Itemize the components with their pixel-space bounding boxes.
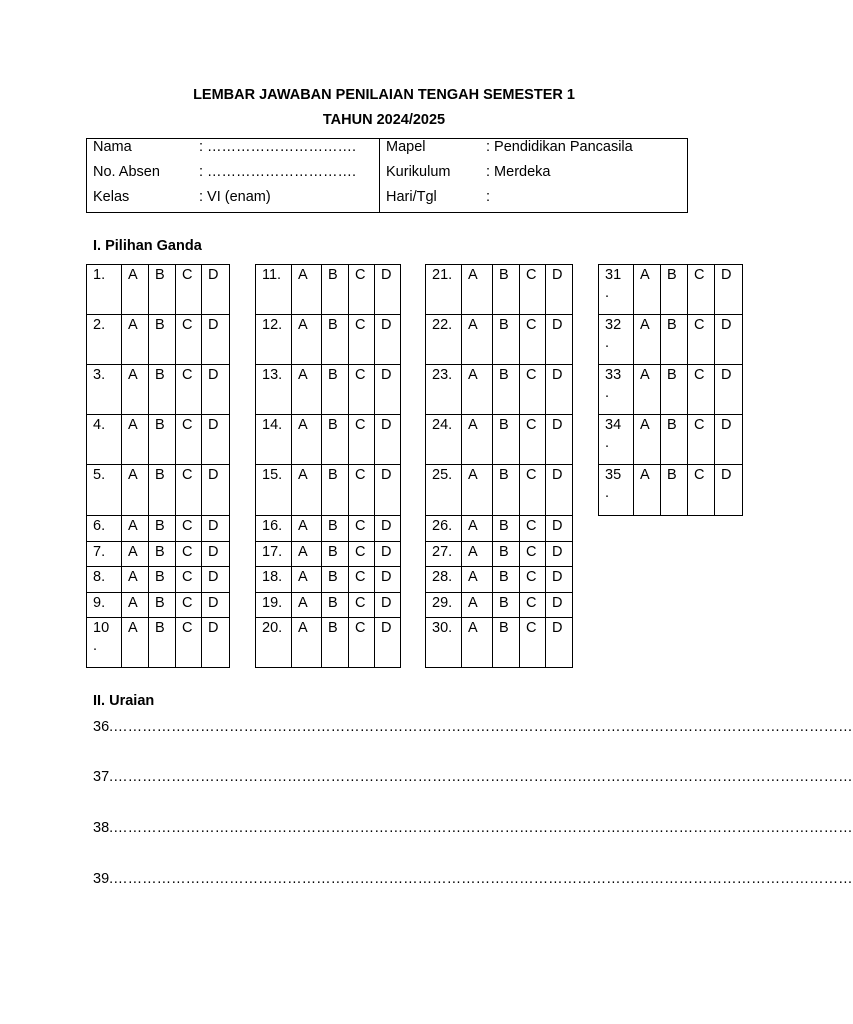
option-d[interactable]: D [375,315,401,365]
option-b[interactable]: B [149,365,176,415]
student-info-box [86,138,688,213]
option-c[interactable]: C [520,265,546,315]
answer-row [256,618,401,668]
answer-row [426,542,573,567]
question-number: 15. [256,465,292,516]
question-number: 17. [256,542,292,567]
answer-row [87,265,230,315]
answer-row [87,567,230,593]
option-c[interactable]: C [176,516,202,542]
option-c[interactable]: C [688,315,715,365]
option-d[interactable]: D [375,465,401,516]
option-a[interactable]: A [122,365,149,415]
option-b[interactable]: B [322,516,349,542]
option-a[interactable]: A [122,315,149,365]
option-b[interactable]: B [149,567,176,593]
option-d[interactable]: D [375,415,401,465]
option-d[interactable]: D [202,567,230,593]
question-number: 20. [256,618,292,668]
option-c[interactable]: C [349,315,375,365]
option-b[interactable]: B [322,365,349,415]
option-a[interactable]: A [122,415,149,465]
answer-row [426,618,573,668]
option-c[interactable]: C [176,618,202,668]
option-a[interactable]: A [122,465,149,516]
option-b[interactable]: B [661,315,688,365]
option-a[interactable]: A [462,542,493,567]
option-a[interactable]: A [634,365,661,415]
answer-row [426,593,573,618]
option-d[interactable]: D [375,542,401,567]
option-a[interactable]: A [634,315,661,365]
option-d[interactable]: D [546,465,573,516]
question-number: 3. [87,365,122,415]
info-kurikulum-label: Kurikulum [386,164,451,180]
option-a[interactable]: A [122,516,149,542]
option-d[interactable]: D [546,365,573,415]
question-number: 21. [426,265,462,315]
info-kurikulum-value: : Merdeka [486,164,551,180]
option-a[interactable]: A [462,567,493,593]
option-a[interactable]: A [292,542,322,567]
option-b[interactable]: B [661,365,688,415]
answer-row [426,415,573,465]
option-a[interactable]: A [462,618,493,668]
option-b[interactable]: B [149,265,176,315]
question-number: 6. [87,516,122,542]
question-number: 28. [426,567,462,593]
answer-row [599,315,743,365]
option-a[interactable]: A [462,315,493,365]
option-b[interactable]: B [322,415,349,465]
option-a[interactable]: A [122,542,149,567]
question-number: 7. [87,542,122,567]
option-c[interactable]: C [176,315,202,365]
option-d[interactable]: D [546,265,573,315]
option-c[interactable]: C [176,567,202,593]
option-b[interactable]: B [322,567,349,593]
question-number: 27. [426,542,462,567]
option-d[interactable]: D [202,593,230,618]
option-c[interactable]: C [520,542,546,567]
option-d[interactable]: D [546,542,573,567]
essay-line[interactable]: 37.……………………………………………………………………………………………………………………………………… [93,769,853,785]
answer-row [426,516,573,542]
option-d[interactable]: D [375,618,401,668]
option-b[interactable]: B [149,618,176,668]
question-number: 23. [426,365,462,415]
option-b[interactable]: B [661,415,688,465]
option-b[interactable]: B [493,315,520,365]
option-c[interactable]: C [349,415,375,465]
option-b[interactable]: B [493,542,520,567]
answer-row [87,315,230,365]
answer-row [87,465,230,516]
option-d[interactable]: D [202,465,230,516]
option-d[interactable]: D [715,365,743,415]
section-uraian-title: II. Uraian [93,693,155,709]
option-c[interactable]: C [688,415,715,465]
answer-row [87,593,230,618]
option-c[interactable]: C [520,618,546,668]
option-d[interactable]: D [715,265,743,315]
answer-row [87,365,230,415]
option-d[interactable]: D [375,365,401,415]
option-c[interactable]: C [349,593,375,618]
option-d[interactable]: D [202,265,230,315]
info-nama-value[interactable]: : …………………………. [199,139,357,155]
info-absen-value[interactable]: : …………………………. [199,164,357,180]
info-kelas-value: : VI (enam) [199,189,271,205]
option-a[interactable]: A [122,593,149,618]
option-b[interactable]: B [149,516,176,542]
option-a[interactable]: A [634,465,661,516]
option-d[interactable]: D [202,315,230,365]
option-a[interactable]: A [292,593,322,618]
option-a[interactable]: A [462,465,493,516]
question-number: 1. [87,265,122,315]
option-c[interactable]: C [349,567,375,593]
answer-row [426,465,573,516]
option-a[interactable]: A [292,618,322,668]
option-c[interactable]: C [520,567,546,593]
option-a[interactable]: A [462,593,493,618]
option-d[interactable]: D [202,618,230,668]
question-number: 22. [426,315,462,365]
option-c[interactable]: C [688,265,715,315]
answer-row [256,567,401,593]
info-absen-label: No. Absen [93,164,160,180]
option-d[interactable]: D [715,315,743,365]
question-number: 25. [426,465,462,516]
option-b[interactable]: B [149,542,176,567]
option-a[interactable]: A [462,415,493,465]
option-a[interactable]: A [462,516,493,542]
question-number: 13. [256,365,292,415]
option-d[interactable]: D [546,567,573,593]
question-number: 33 . [599,365,634,415]
answer-table-4 [598,264,743,516]
option-c[interactable]: C [349,465,375,516]
option-b[interactable]: B [149,415,176,465]
option-c[interactable]: C [349,516,375,542]
answer-row [426,365,573,415]
option-d[interactable]: D [546,315,573,365]
answer-table-1 [86,264,230,668]
answer-table-2 [255,264,401,668]
question-number: 31 . [599,265,634,315]
option-c[interactable]: C [349,618,375,668]
question-number: 4. [87,415,122,465]
option-b[interactable]: B [322,593,349,618]
option-d[interactable]: D [375,516,401,542]
answer-row [256,315,401,365]
question-number: 19. [256,593,292,618]
option-c[interactable]: C [688,465,715,516]
option-c[interactable]: C [349,542,375,567]
option-b[interactable]: B [322,542,349,567]
option-b[interactable]: B [149,315,176,365]
option-b[interactable]: B [322,618,349,668]
info-nama-label: Nama [93,139,132,155]
answer-table-3 [425,264,573,668]
answer-row [256,365,401,415]
option-c[interactable]: C [520,315,546,365]
essay-line[interactable]: 36.……………………………………………………………………………………………………………………………………… [93,719,853,735]
answer-row [426,315,573,365]
page-subtitle: TAHUN 2024/2025 [322,112,446,128]
option-a[interactable]: A [122,618,149,668]
question-number: 8. [87,567,122,593]
answer-row [599,265,743,315]
option-d[interactable]: D [202,516,230,542]
answer-row [599,465,743,516]
option-b[interactable]: B [493,516,520,542]
answer-row [87,542,230,567]
question-number: 26. [426,516,462,542]
answer-row [256,415,401,465]
option-c[interactable]: C [520,593,546,618]
option-b[interactable]: B [661,265,688,315]
option-c[interactable]: C [688,365,715,415]
question-number: 12. [256,315,292,365]
page-title: LEMBAR JAWABAN PENILAIAN TENGAH SEMESTER 1 [193,87,575,103]
option-a[interactable]: A [122,567,149,593]
option-d[interactable]: D [375,265,401,315]
info-mapel-value: : Pendidikan Pancasila [486,139,633,155]
question-number: 14. [256,415,292,465]
option-b[interactable]: B [149,593,176,618]
option-a[interactable]: A [634,265,661,315]
option-d[interactable]: D [546,516,573,542]
option-b[interactable]: B [322,465,349,516]
option-c[interactable]: C [520,415,546,465]
answer-row [87,415,230,465]
answer-row [256,265,401,315]
option-c[interactable]: C [349,265,375,315]
option-b[interactable]: B [322,315,349,365]
question-number: 2. [87,315,122,365]
question-number: 10 . [87,618,122,668]
option-b[interactable]: B [149,465,176,516]
essay-line[interactable]: 39.……………………………………………………………………………………………………………………………………… [93,871,853,887]
option-c[interactable]: C [176,365,202,415]
option-c[interactable]: C [176,415,202,465]
option-c[interactable]: C [520,465,546,516]
option-a[interactable]: A [292,365,322,415]
answer-row [256,542,401,567]
option-a[interactable]: A [462,265,493,315]
info-kelas-label: Kelas [93,189,130,205]
question-number: 30. [426,618,462,668]
answer-row [87,618,230,668]
option-d[interactable]: D [715,415,743,465]
option-a[interactable]: A [292,415,322,465]
option-c[interactable]: C [176,542,202,567]
option-c[interactable]: C [176,265,202,315]
option-d[interactable]: D [715,465,743,516]
answer-row [599,415,743,465]
info-haritgl-label: Hari/Tgl [386,189,437,205]
question-number: 35 . [599,465,634,516]
question-number: 32 . [599,315,634,365]
option-a[interactable]: A [292,516,322,542]
answer-row [256,465,401,516]
option-a[interactable]: A [122,265,149,315]
question-number: 9. [87,593,122,618]
answer-row [256,516,401,542]
section-pilihan-ganda-title: I. Pilihan Ganda [93,238,202,254]
essay-line[interactable]: 38.……………………………………………………………………………………………………………………………………… [93,820,853,836]
option-c[interactable]: C [176,593,202,618]
option-a[interactable]: A [462,365,493,415]
question-number: 34 . [599,415,634,465]
question-number: 5. [87,465,122,516]
option-d[interactable]: D [375,567,401,593]
option-d[interactable]: D [202,365,230,415]
option-c[interactable]: C [520,365,546,415]
option-c[interactable]: C [520,516,546,542]
option-b[interactable]: B [493,567,520,593]
answer-row [87,516,230,542]
option-b[interactable]: B [493,618,520,668]
option-a[interactable]: A [292,265,322,315]
question-number: 18. [256,567,292,593]
option-c[interactable]: C [349,365,375,415]
question-number: 11. [256,265,292,315]
option-b[interactable]: B [322,265,349,315]
answer-row [426,265,573,315]
option-d[interactable]: D [546,415,573,465]
option-c[interactable]: C [176,465,202,516]
option-a[interactable]: A [634,415,661,465]
option-b[interactable]: B [493,593,520,618]
question-number: 16. [256,516,292,542]
answer-row [426,567,573,593]
question-number: 24. [426,415,462,465]
option-a[interactable]: A [292,465,322,516]
option-b[interactable]: B [493,415,520,465]
option-a[interactable]: A [292,567,322,593]
info-divider [379,139,380,212]
answer-row [256,593,401,618]
option-a[interactable]: A [292,315,322,365]
info-mapel-label: Mapel [386,139,426,155]
option-b[interactable]: B [493,265,520,315]
option-d[interactable]: D [202,542,230,567]
option-b[interactable]: B [493,465,520,516]
option-b[interactable]: B [661,465,688,516]
option-d[interactable]: D [202,415,230,465]
info-haritgl-value[interactable]: : [486,189,491,205]
option-d[interactable]: D [375,593,401,618]
option-b[interactable]: B [493,365,520,415]
answer-row [599,365,743,415]
option-d[interactable]: D [546,618,573,668]
question-number: 29. [426,593,462,618]
option-d[interactable]: D [546,593,573,618]
